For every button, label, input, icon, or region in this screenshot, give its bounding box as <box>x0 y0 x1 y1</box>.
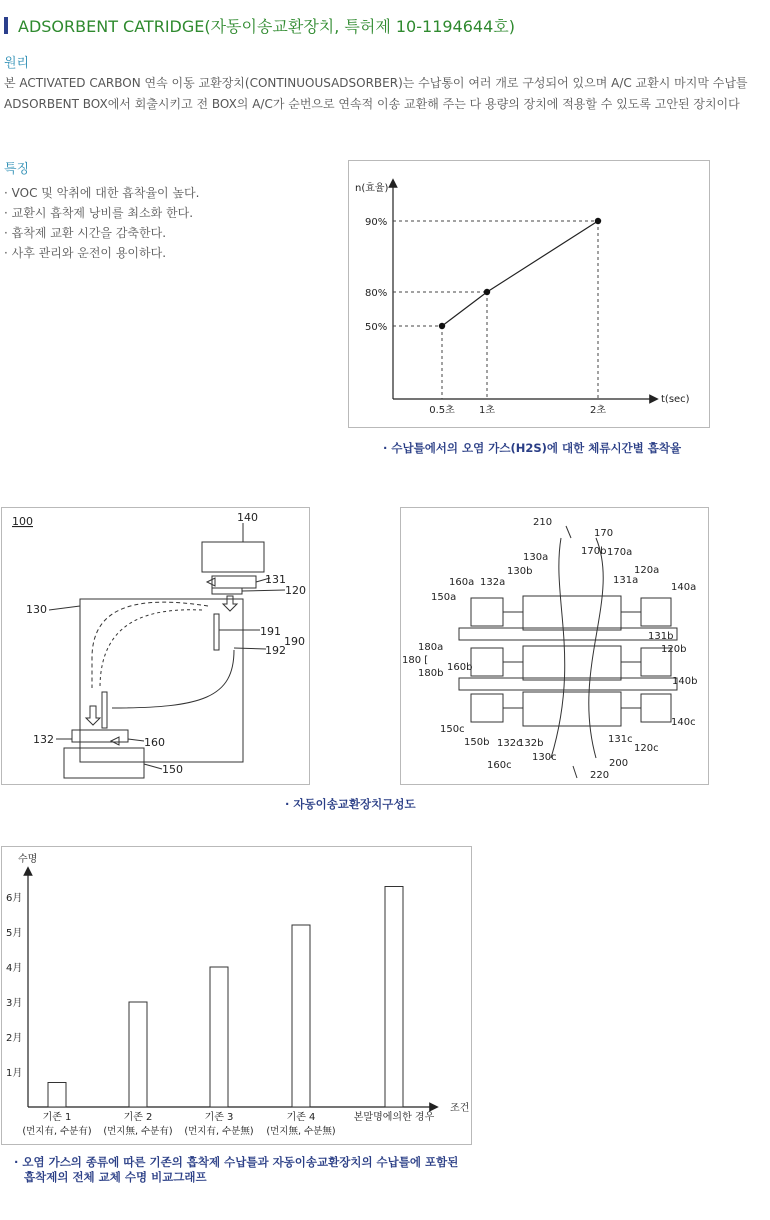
label-120b: 120b <box>661 644 687 655</box>
canister-b <box>523 646 621 680</box>
canister-a <box>523 596 621 630</box>
label-180a: 180a <box>418 642 444 653</box>
flow-path <box>100 610 202 688</box>
y-tick-label: 4月 <box>6 963 23 974</box>
lifespan-bar <box>210 967 228 1107</box>
y-tick-label: 3月 <box>6 998 23 1009</box>
device-diagram-caption: · 자동이송교환장치구성도 <box>285 797 416 811</box>
label-130: 130 <box>26 603 47 616</box>
label-160c: 160c <box>487 760 512 771</box>
title-accent-bar <box>4 17 8 34</box>
label-190: 190 <box>284 635 305 648</box>
canister-c <box>523 692 621 726</box>
adsorbent-192 <box>102 692 107 728</box>
x-tick-label: 본말명에의한 경우 <box>353 1112 435 1123</box>
feature-item: · 사후 관리와 운전이 용이하다. <box>4 243 199 263</box>
left-arrow-icon <box>111 737 119 745</box>
x-tick-label: 1초 <box>478 405 496 416</box>
page-header <box>4 14 515 36</box>
efficiency-chart <box>349 161 709 427</box>
label-132c: 132c <box>497 738 522 749</box>
unit-140c <box>641 694 671 722</box>
page-title: ADSORBENT CATRIDGE(자동이송교환장치, 특허제 10-1194644호) <box>18 16 515 36</box>
data-point <box>484 289 490 295</box>
label-131b: 131b <box>648 631 674 642</box>
label-140b: 140b <box>672 676 698 687</box>
flow-path <box>589 538 603 758</box>
unit-150a <box>471 598 503 626</box>
efficiency-chart-caption: · 수납틀에서의 오염 가스(H2S)에 대한 체류시간별 흡착율 <box>383 441 682 455</box>
left-arrow-icon <box>207 578 215 586</box>
label-200: 200 <box>609 758 629 769</box>
principle-heading: 원리 <box>4 56 30 71</box>
box-150 <box>64 748 144 778</box>
features-list <box>4 183 199 263</box>
label-120: 120 <box>285 584 306 597</box>
lifespan-bar <box>48 1083 66 1108</box>
x-axis-label: 조건 <box>450 1103 470 1114</box>
y-tick-label: 80% <box>365 288 388 299</box>
x-tick-label: 기존 4 <box>286 1112 316 1123</box>
label-132: 132 <box>33 733 54 746</box>
data-point <box>439 323 445 329</box>
lifespan-chart-frame <box>1 846 472 1145</box>
label-180: 180 [ <box>402 655 429 666</box>
box-140 <box>202 542 264 572</box>
adsorbent-191 <box>214 614 219 650</box>
x-tick-label: 2초 <box>589 405 607 416</box>
y-tick-label: 6月 <box>6 893 23 904</box>
label-140: 140 <box>237 511 258 524</box>
label-132a: 132a <box>480 577 506 588</box>
device-diagram-left <box>2 508 309 784</box>
lifespan-bar <box>385 887 403 1108</box>
label-140a: 140a <box>671 582 697 593</box>
label-150c: 150c <box>440 724 465 735</box>
principle-line-1: 본 ACTIVATED CARBON 연속 이동 교환장치(CONTINUOUSADSORBER)는 수납통이 여러 개로 구성되어 있으며 A/C 교환시 마지막 수납틀 <box>4 76 748 90</box>
label-120c: 120c <box>634 743 659 754</box>
label-120a: 120a <box>634 565 660 576</box>
label-150a: 150a <box>431 592 457 603</box>
y-tick-label: 1月 <box>6 1068 23 1079</box>
label-132b: 132b <box>518 738 544 749</box>
x-tick-sublabel: (먼지無, 수분有) <box>103 1126 173 1137</box>
unit-140a <box>641 598 671 626</box>
lifespan-bar <box>292 925 310 1107</box>
label-131: 131 <box>265 573 286 586</box>
label-130c: 130c <box>532 752 557 763</box>
x-tick-sublabel: (먼지有, 수분有) <box>22 1126 92 1137</box>
plate-120 <box>212 588 242 594</box>
feature-item: · 교환시 흡착제 낭비를 최소화 한다. <box>4 203 199 223</box>
label-150: 150 <box>162 763 183 776</box>
label-140c: 140c <box>671 717 696 728</box>
principle-line-2: ADSORBENT BOX에서 회출시키고 전 BOX의 A/C가 순번으로 연속적 이송 교환해 주는 다 용량의 장치에 적용할 수 있도록 고안된 장치이다 <box>4 97 740 111</box>
valve-131 <box>212 576 256 588</box>
label-170: 170 <box>594 528 614 539</box>
label-130a: 130a <box>523 552 549 563</box>
y-axis-label: 수명 <box>18 854 38 865</box>
x-tick-label: 기존 2 <box>123 1112 153 1123</box>
x-tick-label: 기존 1 <box>42 1112 72 1123</box>
label-130b: 130b <box>507 566 533 577</box>
label-150b: 150b <box>464 737 490 748</box>
device-diagram-right <box>401 508 708 784</box>
label-160: 160 <box>144 736 165 749</box>
efficiency-chart-frame <box>348 160 710 428</box>
unit-150b <box>471 648 503 676</box>
y-tick-label: 5月 <box>6 928 23 939</box>
label-131a: 131a <box>613 575 639 586</box>
features-heading: 특징 <box>4 162 30 177</box>
label-170b: 170b <box>581 546 607 557</box>
efficiency-line <box>442 221 598 326</box>
x-tick-sublabel: (먼지無, 수분無) <box>266 1126 336 1137</box>
label-131c: 131c <box>608 734 633 745</box>
x-tick-sublabel: (먼지有, 수분無) <box>184 1126 254 1137</box>
y-axis-label: n(효율) <box>355 183 389 194</box>
label-210: 210 <box>533 517 553 528</box>
lifespan-chart-caption-line-1: · 오염 가스의 종류에 따른 기존의 흡착제 수납틀과 자동이송교환장치의 수납틀에 포함된 <box>14 1155 459 1169</box>
y-tick-label: 50% <box>365 322 388 333</box>
unit-150c <box>471 694 503 722</box>
feature-item: · VOC 및 악취에 대한 흡착율이 높다. <box>4 183 199 203</box>
label-192: 192 <box>265 644 286 657</box>
x-tick-label: 기존 3 <box>204 1112 234 1123</box>
device-diagram-left-frame <box>1 507 310 785</box>
lifespan-chart <box>2 847 471 1144</box>
lifespan-chart-caption-line-2: 흡착제의 전체 교체 수명 비교그래프 <box>24 1170 207 1184</box>
y-tick-label: 2月 <box>6 1033 23 1044</box>
x-axis-label: t(sec) <box>661 394 690 405</box>
label-160a: 160a <box>449 577 475 588</box>
down-arrow-icon <box>86 706 100 725</box>
figure-number: 100 <box>12 515 33 528</box>
data-point <box>595 218 601 224</box>
lifespan-bar <box>129 1002 147 1107</box>
label-180b: 180b <box>418 668 444 679</box>
device-diagram-right-frame <box>400 507 709 785</box>
label-170a: 170a <box>607 547 633 558</box>
feature-item: · 흡착제 교환 시간을 감축한다. <box>4 223 199 243</box>
down-arrow-icon <box>223 596 237 611</box>
flow-path <box>112 650 234 708</box>
label-220: 220 <box>590 770 610 781</box>
x-tick-label: 0.5초 <box>429 405 455 416</box>
y-tick-label: 90% <box>365 217 388 228</box>
label-160b: 160b <box>447 662 473 673</box>
label-191: 191 <box>260 625 281 638</box>
flow-path <box>551 538 565 758</box>
